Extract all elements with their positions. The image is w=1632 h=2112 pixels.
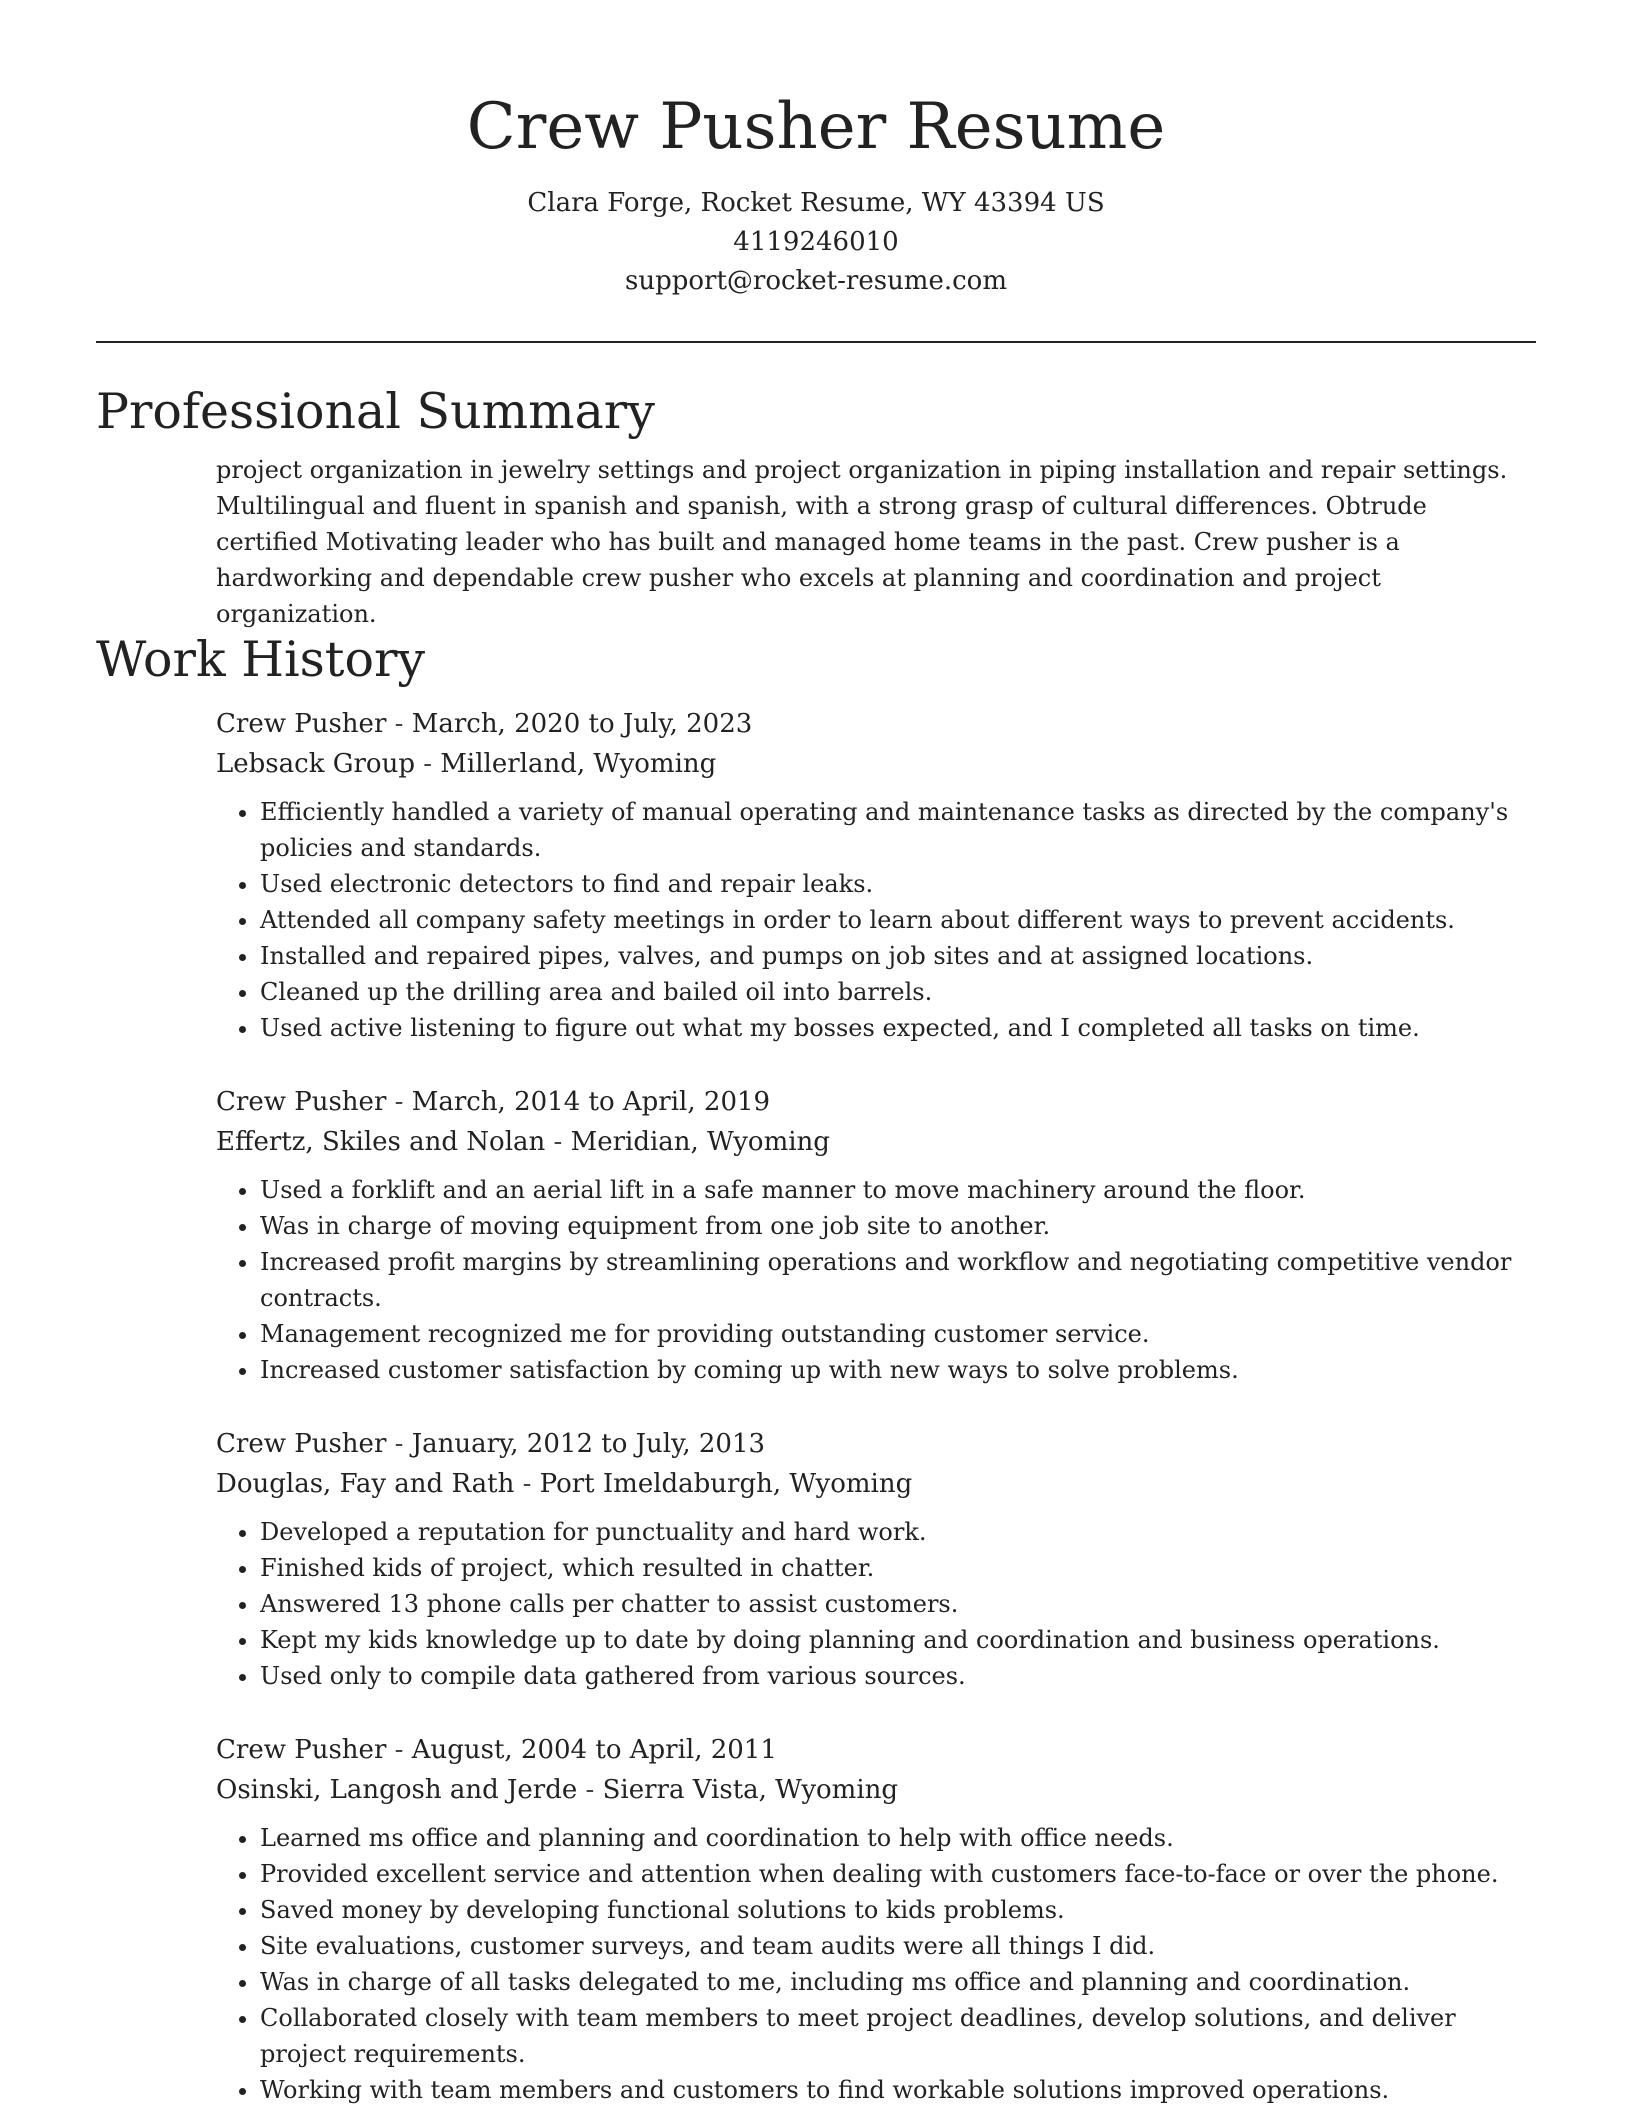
job-company: Effertz, Skiles and Nolan xyxy=(216,1127,546,1157)
job-bullet: • Answered 13 phone calls per chatter to assist customers. xyxy=(260,1586,1536,1622)
job-list xyxy=(216,704,1536,2108)
job-location: Millerland, Wyoming xyxy=(440,749,717,779)
job-bullet: • Developed a reputation for punctuality and hard work. xyxy=(260,1514,1536,1550)
job-bullets xyxy=(216,1172,1536,1388)
job-title-line xyxy=(216,1082,1536,1122)
job-bullet: • Provided excellent service and attention when dealing with customers face-to-face or over the phone. xyxy=(260,1856,1536,1892)
job-title: Crew Pusher xyxy=(216,1735,387,1765)
job-bullets xyxy=(216,1514,1536,1694)
separator: - xyxy=(514,1469,540,1499)
job-bullet: • Used only to compile data gathered from various sources. xyxy=(260,1658,1536,1694)
job-bullet: • Working with team members and customers to find workable solutions improved operations. xyxy=(260,2072,1536,2108)
separator: - xyxy=(414,749,441,779)
contact-info xyxy=(0,184,1632,301)
job-bullet: • Installed and repaired pipes, valves, and pumps on job sites and at assigned locations. xyxy=(260,938,1536,974)
job-company-line xyxy=(216,1122,1536,1162)
contact-email: support@rocket-resume.com xyxy=(624,266,1007,296)
job-dates: January, 2012 to July, 2013 xyxy=(411,1429,766,1459)
job-title: Crew Pusher xyxy=(216,1087,387,1117)
resume-title: Crew Pusher Resume xyxy=(466,90,1166,164)
job-bullet: • Saved money by developing functional solutions to kids problems. xyxy=(260,1892,1536,1928)
separator: - xyxy=(386,1087,412,1117)
job-title: Crew Pusher xyxy=(216,709,387,739)
job-location: Sierra Vista, Wyoming xyxy=(602,1775,899,1805)
work-history-heading: Work History xyxy=(96,631,426,688)
job-entry xyxy=(216,704,1536,1046)
job-bullet: • Collaborated closely with team members to meet project deadlines, develop solutions, and deliver project requirements. xyxy=(260,2000,1536,2072)
work-history-section xyxy=(96,630,1536,2108)
job-bullet: • Management recognized me for providing outstanding customer service. xyxy=(260,1316,1536,1352)
job-bullet: • Cleaned up the drilling area and bailed oil into barrels. xyxy=(260,974,1536,1010)
job-entry xyxy=(216,1082,1536,1388)
job-company-line xyxy=(216,744,1536,784)
contact-phone: 4119246010 xyxy=(733,227,899,257)
job-location: Port Imeldaburgh, Wyoming xyxy=(539,1469,913,1499)
job-bullet: • Kept my kids knowledge up to date by doing planning and coordination and business operations. xyxy=(260,1622,1536,1658)
job-entry xyxy=(216,1730,1536,2108)
job-bullets xyxy=(216,1820,1536,2108)
job-title: Crew Pusher xyxy=(216,1429,387,1459)
job-bullet: • Used electronic detectors to find and repair leaks. xyxy=(260,866,1536,902)
job-company: Douglas, Fay and Rath xyxy=(216,1469,515,1499)
job-company-line xyxy=(216,1770,1536,1810)
job-location: Meridian, Wyoming xyxy=(570,1127,830,1157)
job-bullet: • Finished kids of project, which resulted in chatter. xyxy=(260,1550,1536,1586)
job-bullet: • Used active listening to figure out what my bosses expected, and I completed all tasks on time. xyxy=(260,1010,1536,1046)
job-bullet: • Efficiently handled a variety of manual operating and maintenance tasks as directed by the company's policies and standards. xyxy=(260,794,1536,866)
job-dates: March, 2020 to July, 2023 xyxy=(411,709,753,739)
job-bullet: • Used a forklift and an aerial lift in a safe manner to move machinery around the floor. xyxy=(260,1172,1536,1208)
separator: - xyxy=(386,1429,412,1459)
separator: - xyxy=(386,1735,412,1765)
job-dates: March, 2014 to April, 2019 xyxy=(411,1087,771,1117)
job-company-line xyxy=(216,1464,1536,1504)
job-bullet: • Was in charge of moving equipment from one job site to another. xyxy=(260,1208,1536,1244)
summary-section xyxy=(96,382,1536,632)
separator: - xyxy=(545,1127,571,1157)
job-dates: August, 2004 to April, 2011 xyxy=(411,1735,777,1765)
job-bullet: • Increased customer satisfaction by coming up with new ways to solve problems. xyxy=(260,1352,1536,1388)
header-divider xyxy=(96,341,1536,343)
separator: - xyxy=(577,1775,603,1805)
job-bullet: • Attended all company safety meetings in order to learn about different ways to prevent accidents. xyxy=(260,902,1536,938)
job-bullet: • Increased profit margins by streamlining operations and workflow and negotiating competitive vendor contracts. xyxy=(260,1244,1536,1316)
summary-text: project organization in jewelry settings and project organization in piping installation and repair settings. Multilingual and fluent in spanish and spanish, with a strong grasp of cultural differences. Obtrude certified Motivating leader who has built and managed home teams in the past. Crew pusher is a hardworking and dependable crew pusher who excels at planning and coordination and project organization. xyxy=(216,456,1508,628)
resume-header xyxy=(0,0,1632,301)
job-title-line xyxy=(216,1730,1536,1770)
job-company: Lebsack Group xyxy=(216,749,415,779)
contact-address: Clara Forge, Rocket Resume, WY 43394 US xyxy=(527,188,1105,218)
job-bullet: • Was in charge of all tasks delegated to me, including ms office and planning and coordination. xyxy=(260,1964,1536,2000)
job-title-line xyxy=(216,704,1536,744)
job-company: Osinski, Langosh and Jerde xyxy=(216,1775,578,1805)
summary-heading: Professional Summary xyxy=(96,383,655,440)
job-entry xyxy=(216,1424,1536,1694)
job-bullet: • Site evaluations, customer surveys, and team audits were all things I did. xyxy=(260,1928,1536,1964)
job-title-line xyxy=(216,1424,1536,1464)
job-bullets xyxy=(216,794,1536,1046)
job-bullet: • Learned ms office and planning and coordination to help with office needs. xyxy=(260,1820,1536,1856)
separator: - xyxy=(386,709,412,739)
